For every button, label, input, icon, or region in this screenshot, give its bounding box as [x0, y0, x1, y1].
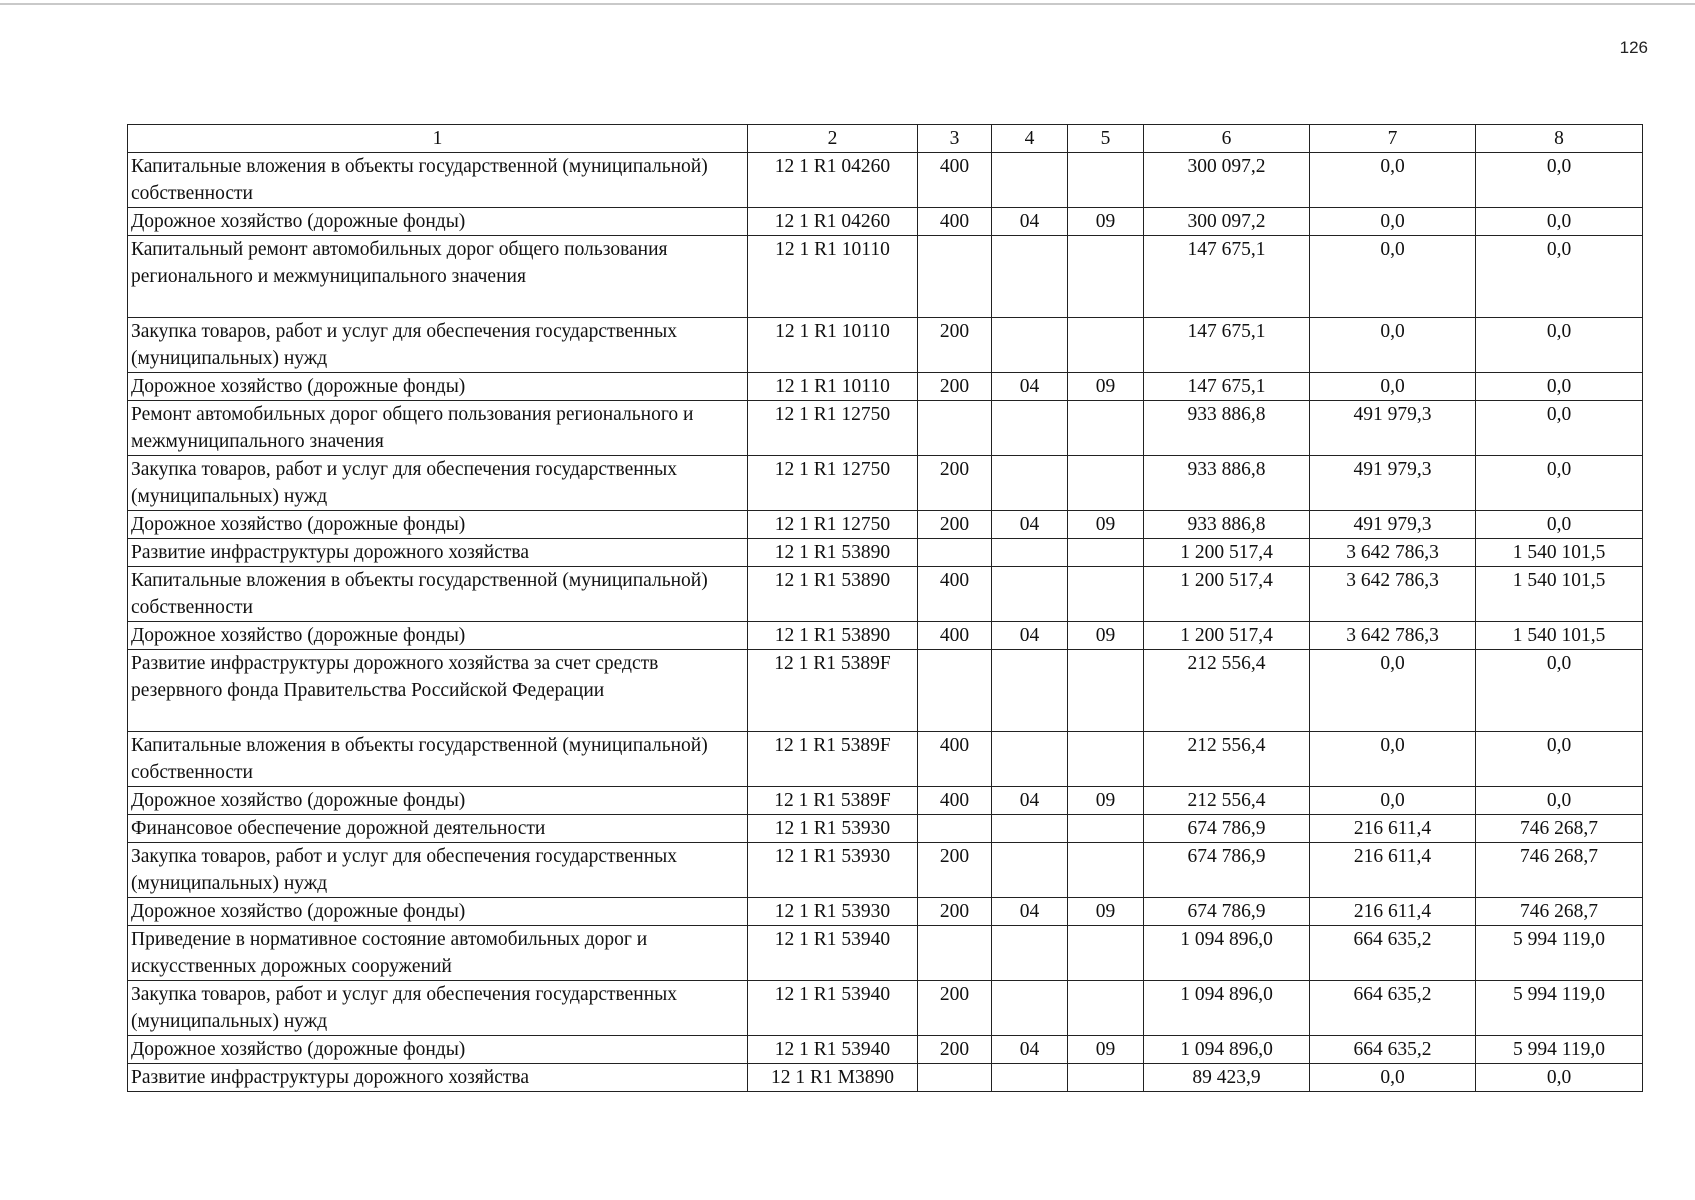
row-expense-type [918, 926, 992, 981]
row-amount-col8: 1 540 101,5 [1476, 567, 1643, 622]
row-section [992, 401, 1068, 456]
row-subsection [1068, 318, 1144, 373]
row-amount-col7: 0,0 [1310, 153, 1476, 208]
row-amount-col7: 664 635,2 [1310, 1036, 1476, 1064]
row-subsection [1068, 981, 1144, 1036]
row-section [992, 981, 1068, 1036]
row-section [992, 843, 1068, 898]
row-expense-type: 200 [918, 843, 992, 898]
row-name: Дорожное хозяйство (дорожные фонды) [128, 373, 748, 401]
table-row [128, 898, 1643, 926]
row-amount-col8: 0,0 [1476, 208, 1643, 236]
row-section [992, 815, 1068, 843]
row-amount-col8: 0,0 [1476, 1064, 1643, 1092]
column-header: 4 [992, 125, 1068, 153]
row-code: 12 1 R1 53930 [748, 898, 918, 926]
column-header: 3 [918, 125, 992, 153]
row-amount-col8: 0,0 [1476, 456, 1643, 511]
row-code: 12 1 R1 10110 [748, 318, 918, 373]
row-expense-type [918, 650, 992, 732]
row-expense-type: 400 [918, 208, 992, 236]
row-section: 04 [992, 898, 1068, 926]
row-amount-col7: 0,0 [1310, 208, 1476, 236]
row-amount-col8: 0,0 [1476, 787, 1643, 815]
row-section: 04 [992, 208, 1068, 236]
row-code: 12 1 R1 04260 [748, 208, 918, 236]
row-code: 12 1 R1 12750 [748, 401, 918, 456]
row-amount-col6: 1 094 896,0 [1144, 981, 1310, 1036]
row-section: 04 [992, 1036, 1068, 1064]
budget-table [127, 124, 1643, 1092]
row-name: Закупка товаров, работ и услуг для обеспечения государственных (муниципальных) нужд [128, 456, 748, 511]
row-expense-type: 400 [918, 732, 992, 787]
row-amount-col8: 746 268,7 [1476, 843, 1643, 898]
table-row [128, 732, 1643, 787]
row-subsection: 09 [1068, 373, 1144, 401]
row-amount-col7: 491 979,3 [1310, 511, 1476, 539]
row-name: Финансовое обеспечение дорожной деятельности [128, 815, 748, 843]
column-header: 7 [1310, 125, 1476, 153]
row-code: 12 1 R1 53930 [748, 815, 918, 843]
row-section: 04 [992, 373, 1068, 401]
row-name: Ремонт автомобильных дорог общего пользования регионального и межмуниципального значения [128, 401, 748, 456]
row-amount-col7: 3 642 786,3 [1310, 567, 1476, 622]
row-name: Приведение в нормативное состояние автомобильных дорог и искусственных дорожных сооружений [128, 926, 748, 981]
row-expense-type: 200 [918, 511, 992, 539]
row-subsection: 09 [1068, 898, 1144, 926]
row-amount-col6: 300 097,2 [1144, 208, 1310, 236]
row-name: Дорожное хозяйство (дорожные фонды) [128, 622, 748, 650]
table-row [128, 1064, 1643, 1092]
row-amount-col7: 3 642 786,3 [1310, 539, 1476, 567]
row-amount-col7: 0,0 [1310, 318, 1476, 373]
row-expense-type: 400 [918, 567, 992, 622]
row-section [992, 1064, 1068, 1092]
row-name: Капитальные вложения в объекты государственной (муниципальной) собственности [128, 732, 748, 787]
row-amount-col6: 147 675,1 [1144, 373, 1310, 401]
row-amount-col6: 1 094 896,0 [1144, 1036, 1310, 1064]
row-amount-col7: 491 979,3 [1310, 401, 1476, 456]
row-subsection: 09 [1068, 787, 1144, 815]
row-expense-type [918, 236, 992, 318]
row-amount-col7: 216 611,4 [1310, 815, 1476, 843]
row-amount-col8: 0,0 [1476, 511, 1643, 539]
row-amount-col7: 0,0 [1310, 373, 1476, 401]
table-row [128, 401, 1643, 456]
row-code: 12 1 R1 53940 [748, 926, 918, 981]
table-row [128, 622, 1643, 650]
table-row [128, 1036, 1643, 1064]
row-amount-col7: 0,0 [1310, 787, 1476, 815]
row-expense-type: 200 [918, 456, 992, 511]
row-name: Развитие инфраструктуры дорожного хозяйства за счет средств резервного фонда Правительства Российской Федерации [128, 650, 748, 732]
row-expense-type: 200 [918, 318, 992, 373]
row-amount-col8: 0,0 [1476, 650, 1643, 732]
row-subsection [1068, 153, 1144, 208]
row-amount-col6: 212 556,4 [1144, 787, 1310, 815]
row-amount-col8: 0,0 [1476, 373, 1643, 401]
row-code: 12 1 R1 04260 [748, 153, 918, 208]
row-amount-col6: 300 097,2 [1144, 153, 1310, 208]
row-amount-col6: 147 675,1 [1144, 318, 1310, 373]
table-row [128, 456, 1643, 511]
row-expense-type [918, 815, 992, 843]
row-section: 04 [992, 511, 1068, 539]
row-amount-col7: 491 979,3 [1310, 456, 1476, 511]
top-rule [0, 3, 1695, 5]
row-expense-type: 200 [918, 373, 992, 401]
row-amount-col8: 0,0 [1476, 236, 1643, 318]
row-subsection [1068, 401, 1144, 456]
table-row [128, 815, 1643, 843]
row-expense-type: 400 [918, 622, 992, 650]
row-amount-col7: 0,0 [1310, 236, 1476, 318]
row-section [992, 732, 1068, 787]
row-amount-col6: 1 200 517,4 [1144, 622, 1310, 650]
row-section [992, 456, 1068, 511]
table-row [128, 843, 1643, 898]
row-section [992, 650, 1068, 732]
table-row [128, 318, 1643, 373]
table-row [128, 153, 1643, 208]
row-section [992, 236, 1068, 318]
table-row [128, 373, 1643, 401]
row-amount-col7: 664 635,2 [1310, 981, 1476, 1036]
row-amount-col8: 5 994 119,0 [1476, 981, 1643, 1036]
row-subsection: 09 [1068, 622, 1144, 650]
row-section [992, 153, 1068, 208]
row-code: 12 1 R1 12750 [748, 511, 918, 539]
header-row [128, 125, 1643, 153]
row-subsection [1068, 567, 1144, 622]
row-code: 12 1 R1 53890 [748, 567, 918, 622]
row-expense-type [918, 539, 992, 567]
row-name: Закупка товаров, работ и услуг для обеспечения государственных (муниципальных) нужд [128, 843, 748, 898]
row-name: Дорожное хозяйство (дорожные фонды) [128, 208, 748, 236]
row-name: Дорожное хозяйство (дорожные фонды) [128, 511, 748, 539]
row-amount-col6: 933 886,8 [1144, 401, 1310, 456]
table-row [128, 567, 1643, 622]
row-amount-col6: 89 423,9 [1144, 1064, 1310, 1092]
row-amount-col8: 0,0 [1476, 732, 1643, 787]
row-amount-col8: 1 540 101,5 [1476, 622, 1643, 650]
row-subsection [1068, 732, 1144, 787]
row-section [992, 926, 1068, 981]
row-expense-type: 400 [918, 153, 992, 208]
row-amount-col7: 0,0 [1310, 732, 1476, 787]
row-amount-col8: 5 994 119,0 [1476, 926, 1643, 981]
row-expense-type [918, 401, 992, 456]
row-amount-col7: 0,0 [1310, 1064, 1476, 1092]
row-code: 12 1 R1 10110 [748, 236, 918, 318]
row-amount-col6: 674 786,9 [1144, 843, 1310, 898]
row-amount-col8: 746 268,7 [1476, 898, 1643, 926]
row-subsection [1068, 1064, 1144, 1092]
table-row [128, 787, 1643, 815]
row-amount-col8: 746 268,7 [1476, 815, 1643, 843]
row-amount-col6: 674 786,9 [1144, 898, 1310, 926]
row-name: Капитальные вложения в объекты государственной (муниципальной) собственности [128, 153, 748, 208]
row-subsection [1068, 456, 1144, 511]
row-expense-type: 200 [918, 981, 992, 1036]
row-section [992, 567, 1068, 622]
row-name: Дорожное хозяйство (дорожные фонды) [128, 1036, 748, 1064]
row-amount-col6: 147 675,1 [1144, 236, 1310, 318]
row-code: 12 1 R1 53940 [748, 1036, 918, 1064]
row-amount-col8: 0,0 [1476, 401, 1643, 456]
row-amount-col6: 933 886,8 [1144, 511, 1310, 539]
row-subsection [1068, 539, 1144, 567]
row-code: 12 1 R1 10110 [748, 373, 918, 401]
row-name: Закупка товаров, работ и услуг для обеспечения государственных (муниципальных) нужд [128, 981, 748, 1036]
column-header: 8 [1476, 125, 1643, 153]
row-amount-col8: 5 994 119,0 [1476, 1036, 1643, 1064]
row-code: 12 1 R1 5389F [748, 650, 918, 732]
row-amount-col8: 1 540 101,5 [1476, 539, 1643, 567]
row-subsection [1068, 236, 1144, 318]
row-name: Развитие инфраструктуры дорожного хозяйства [128, 539, 748, 567]
table-row [128, 926, 1643, 981]
row-amount-col6: 212 556,4 [1144, 650, 1310, 732]
row-code: 12 1 R1 12750 [748, 456, 918, 511]
row-expense-type [918, 1064, 992, 1092]
row-code: 12 1 R1 53890 [748, 622, 918, 650]
table-row [128, 539, 1643, 567]
row-amount-col6: 1 200 517,4 [1144, 539, 1310, 567]
row-code: 12 1 R1 53940 [748, 981, 918, 1036]
page-number: 126 [1619, 38, 1648, 57]
table-body [128, 153, 1643, 1092]
table-row [128, 511, 1643, 539]
row-amount-col7: 3 642 786,3 [1310, 622, 1476, 650]
row-section: 04 [992, 787, 1068, 815]
row-expense-type: 200 [918, 1036, 992, 1064]
row-amount-col7: 664 635,2 [1310, 926, 1476, 981]
row-amount-col8: 0,0 [1476, 153, 1643, 208]
row-subsection: 09 [1068, 511, 1144, 539]
row-subsection [1068, 815, 1144, 843]
row-code: 12 1 R1 53890 [748, 539, 918, 567]
row-code: 12 1 R1 53930 [748, 843, 918, 898]
row-name: Дорожное хозяйство (дорожные фонды) [128, 787, 748, 815]
row-amount-col6: 674 786,9 [1144, 815, 1310, 843]
column-header: 2 [748, 125, 918, 153]
row-subsection [1068, 926, 1144, 981]
row-name: Дорожное хозяйство (дорожные фонды) [128, 898, 748, 926]
row-amount-col6: 212 556,4 [1144, 732, 1310, 787]
row-amount-col7: 216 611,4 [1310, 898, 1476, 926]
row-subsection [1068, 843, 1144, 898]
row-amount-col7: 216 611,4 [1310, 843, 1476, 898]
table-row [128, 236, 1643, 318]
row-amount-col7: 0,0 [1310, 650, 1476, 732]
column-header: 5 [1068, 125, 1144, 153]
table-row [128, 650, 1643, 732]
row-name: Развитие инфраструктуры дорожного хозяйства [128, 1064, 748, 1092]
row-code: 12 1 R1 5389F [748, 732, 918, 787]
row-subsection: 09 [1068, 1036, 1144, 1064]
row-amount-col6: 1 200 517,4 [1144, 567, 1310, 622]
row-subsection: 09 [1068, 208, 1144, 236]
table-row [128, 208, 1643, 236]
row-code: 12 1 R1 M3890 [748, 1064, 918, 1092]
row-name: Капитальный ремонт автомобильных дорог общего пользования регионального и межмуниципального значения [128, 236, 748, 318]
table-row [128, 981, 1643, 1036]
row-amount-col6: 1 094 896,0 [1144, 926, 1310, 981]
row-name: Капитальные вложения в объекты государственной (муниципальной) собственности [128, 567, 748, 622]
row-expense-type: 400 [918, 787, 992, 815]
row-section [992, 318, 1068, 373]
row-expense-type: 200 [918, 898, 992, 926]
row-subsection [1068, 650, 1144, 732]
row-section: 04 [992, 622, 1068, 650]
row-amount-col6: 933 886,8 [1144, 456, 1310, 511]
column-header: 6 [1144, 125, 1310, 153]
column-header: 1 [128, 125, 748, 153]
row-name: Закупка товаров, работ и услуг для обеспечения государственных (муниципальных) нужд [128, 318, 748, 373]
row-code: 12 1 R1 5389F [748, 787, 918, 815]
row-amount-col8: 0,0 [1476, 318, 1643, 373]
row-section [992, 539, 1068, 567]
